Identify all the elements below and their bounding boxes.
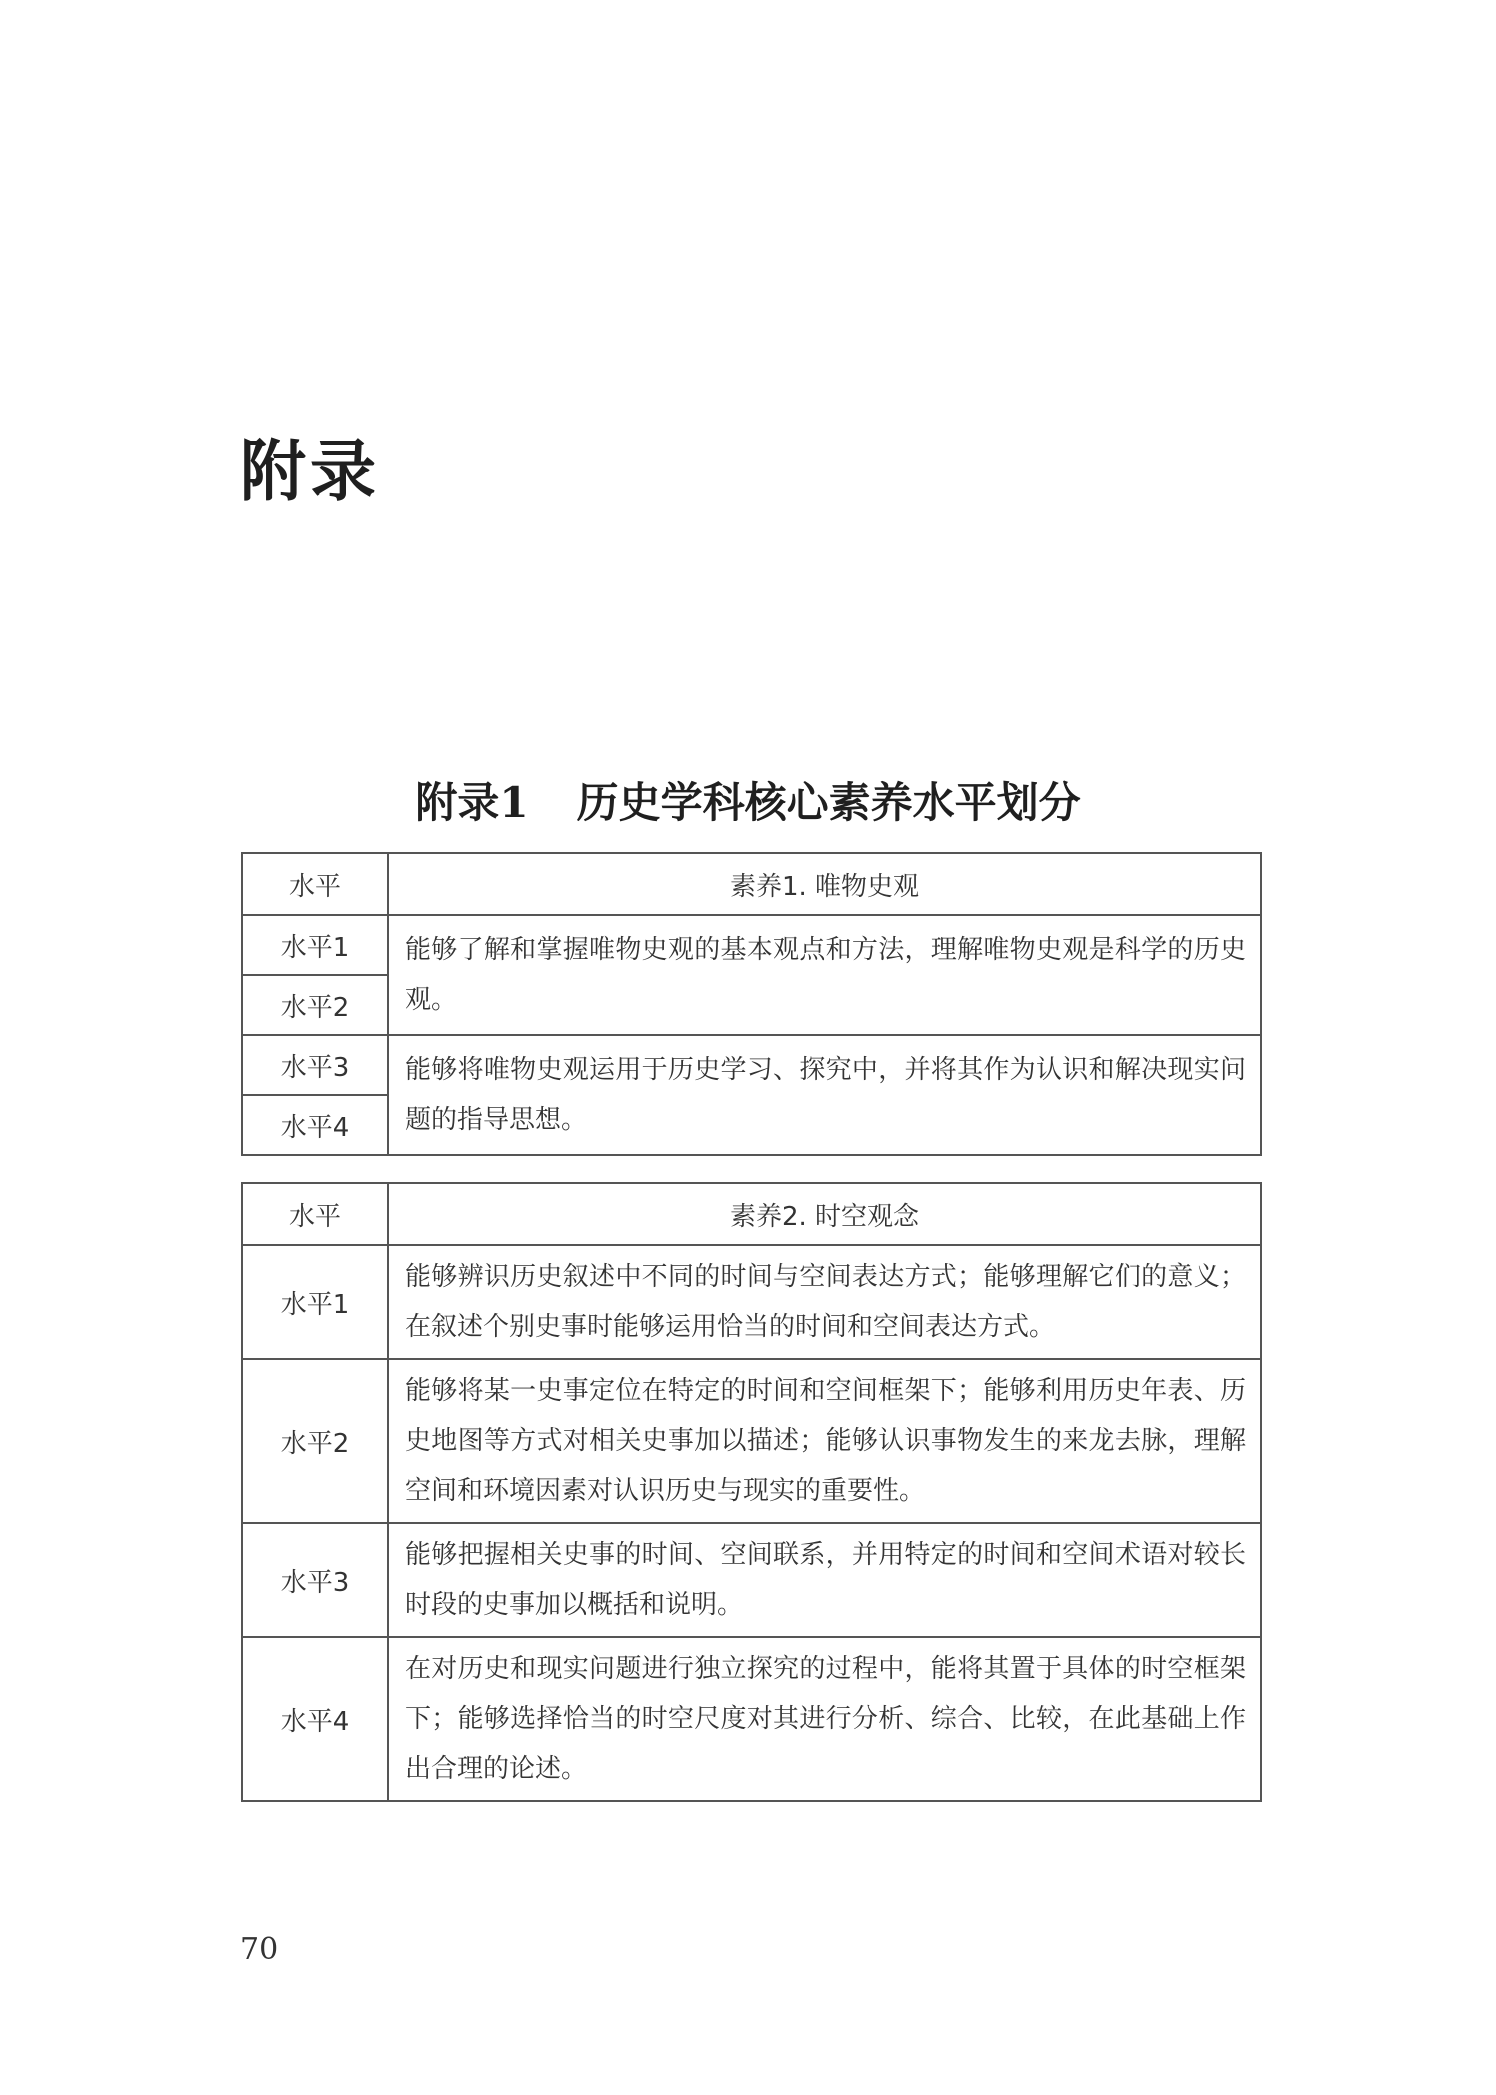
description-cell: 能够把握相关史事的时间、空间联系，并用特定的时间和空间术语对较长时段的史事加以概括和说明。 — [388, 1523, 1261, 1637]
table-row — [242, 1359, 1261, 1523]
level-cell: 水平2 — [242, 1359, 388, 1523]
description-cell: 能够了解和掌握唯物史观的基本观点和方法，理解唯物史观是科学的历史观。 — [388, 915, 1261, 1035]
description-cell: 能够辨识历史叙述中不同的时间与空间表达方式；能够理解它们的意义；在叙述个别史事时能够运用恰当的时间和空间表达方式。 — [388, 1245, 1261, 1359]
header-level: 水平 — [242, 853, 388, 915]
literacy-1-table — [241, 852, 1262, 1156]
table-row — [242, 915, 1261, 975]
level-cell: 水平2 — [242, 975, 388, 1035]
header-level: 水平 — [242, 1183, 388, 1245]
section-title-text: 历史学科核心素养水平划分 — [576, 778, 1081, 827]
section-title — [0, 770, 1496, 830]
level-cell: 水平4 — [242, 1095, 388, 1155]
table-header-row — [242, 853, 1261, 915]
table-row — [242, 1637, 1261, 1801]
level-cell: 水平4 — [242, 1637, 388, 1801]
level-cell: 水平3 — [242, 1523, 388, 1637]
table-row — [242, 1523, 1261, 1637]
page-number: 70 — [240, 1932, 279, 1967]
header-title: 素养1. 唯物史观 — [388, 853, 1261, 915]
description-cell: 在对历史和现实问题进行独立探究的过程中，能将其置于具体的时空框架下；能够选择恰当的时空尺度对其进行分析、综合、比较，在此基础上作出合理的论述。 — [388, 1637, 1261, 1801]
description-cell: 能够将唯物史观运用于历史学习、探究中，并将其作为认识和解决现实问题的指导思想。 — [388, 1035, 1261, 1155]
description-cell: 能够将某一史事定位在特定的时间和空间框架下；能够利用历史年表、历史地图等方式对相关史事加以描述；能够认识事物发生的来龙去脉，理解空间和环境因素对认识历史与现实的重要性。 — [388, 1359, 1261, 1523]
section-number: 附录1 — [415, 778, 529, 827]
literacy-2-table — [241, 1182, 1262, 1802]
table-row — [242, 1035, 1261, 1095]
level-cell: 水平1 — [242, 1245, 388, 1359]
level-cell: 水平3 — [242, 1035, 388, 1095]
level-cell: 水平1 — [242, 915, 388, 975]
table-row — [242, 1245, 1261, 1359]
chapter-title: 附录 — [240, 432, 380, 510]
table-header-row — [242, 1183, 1261, 1245]
header-title: 素养2. 时空观念 — [388, 1183, 1261, 1245]
